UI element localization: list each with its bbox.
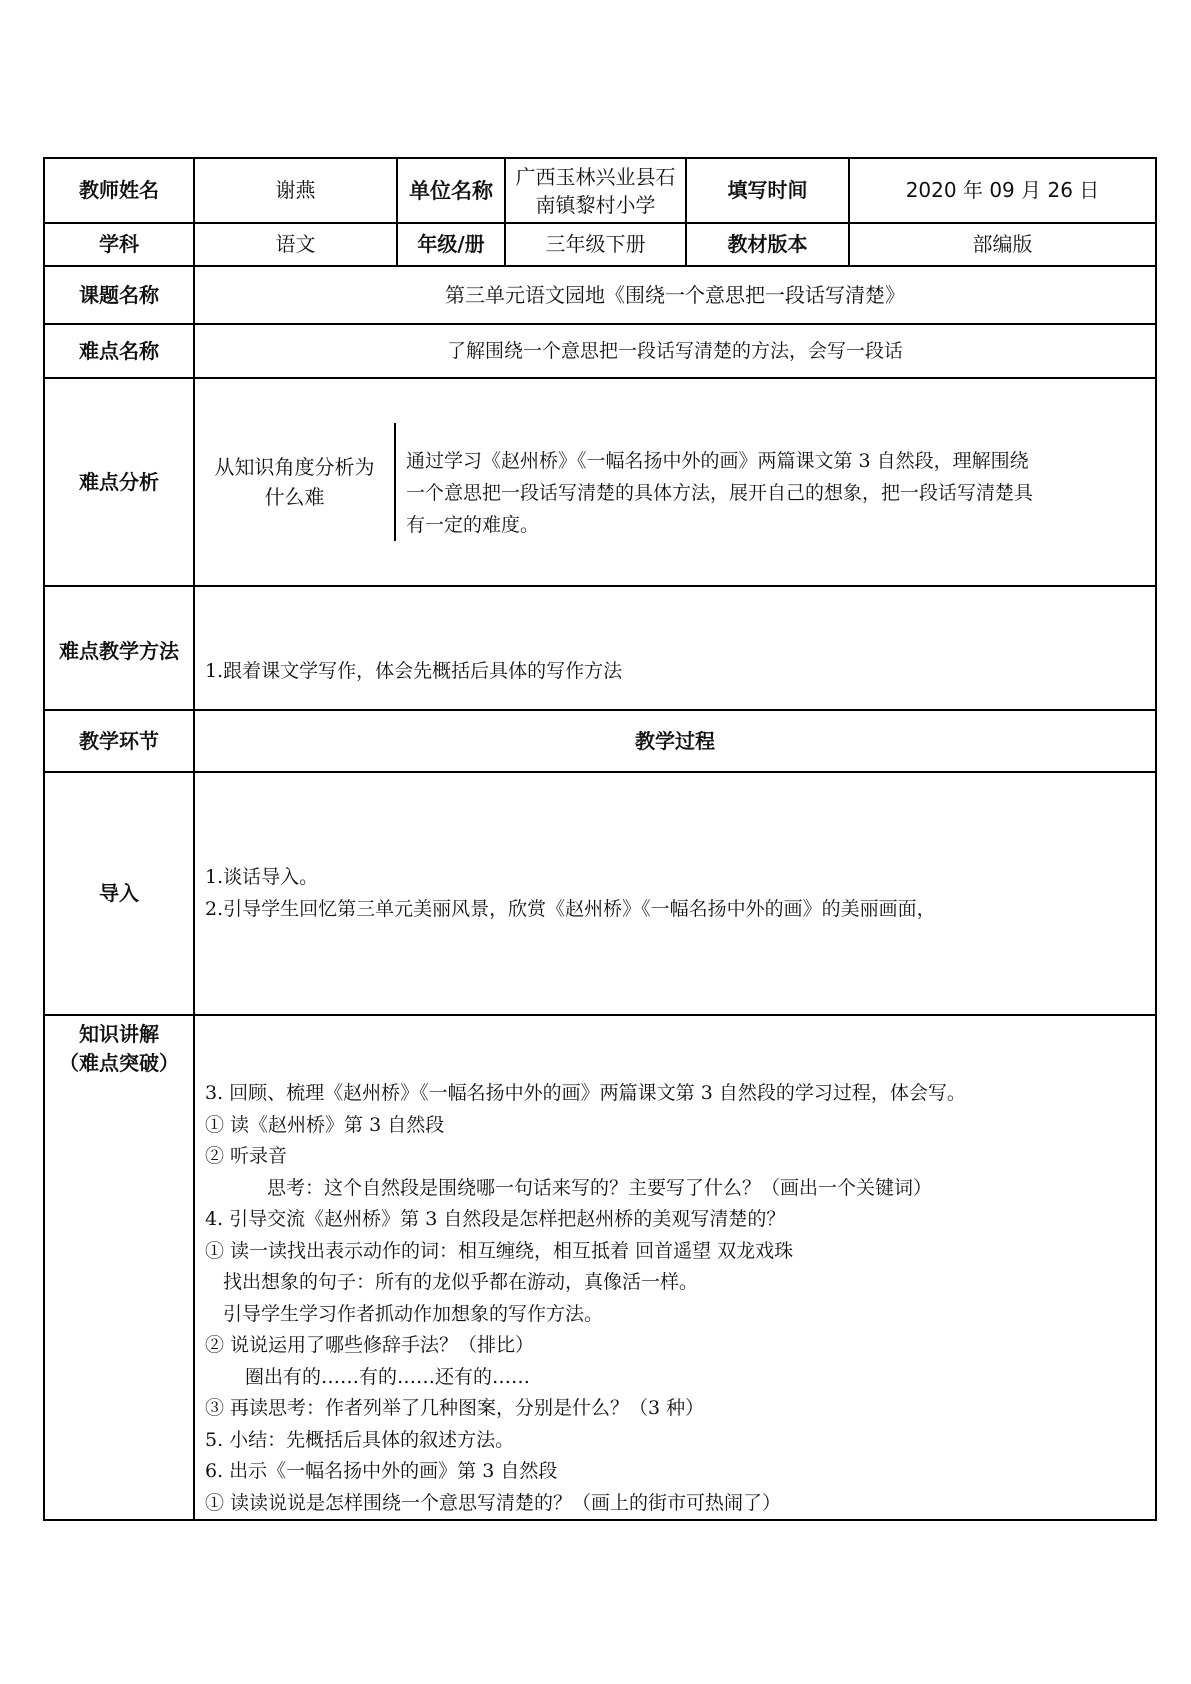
edition-value: 部编版	[849, 223, 1156, 266]
method-row	[44, 586, 1156, 710]
knowledge-line: 思考：这个自然段是围绕哪一句话来写的？主要写了什么？（画出一个关键词）	[267, 1176, 933, 1199]
grade-label: 年级/册	[397, 223, 505, 266]
knowledge-row	[44, 1015, 1156, 1520]
knowledge-label: 知识讲解 （难点突破）	[44, 1015, 194, 1520]
knowledge-line: 5. 小结：先概括后具体的叙述方法。	[205, 1428, 515, 1451]
teacher-row	[44, 158, 1156, 223]
intro-cell	[194, 772, 1156, 1015]
unit-value: 广西玉林兴业县石 南镇黎村小学	[505, 158, 686, 223]
analysis-sublabel: 从知识角度分析为 什么难	[195, 423, 396, 541]
teacher-label: 教师姓名	[44, 158, 194, 223]
analysis-label: 难点分析	[44, 378, 194, 586]
intro-line-1: 1.谈话导入。	[205, 866, 319, 888]
subject-label: 学科	[44, 223, 194, 266]
teacher-value: 谢燕	[194, 158, 397, 223]
knowledge-line: ① 读《赵州桥》第 3 自然段	[205, 1113, 445, 1136]
intro-line-2: 2.引导学生回忆第三单元美丽风景，欣赏《赵州桥》《一幅名扬中外的画》的美丽画面，	[205, 897, 936, 920]
subject-value: 语文	[194, 223, 397, 266]
topic-value: 第三单元语文园地《围绕一个意思把一段话写清楚》	[194, 266, 1156, 324]
edition-label: 教材版本	[686, 223, 849, 266]
knowledge-line: ② 说说运用了哪些修辞手法？（排比）	[205, 1334, 535, 1356]
knowledge-line: ③ 再读思考：作者列举了几种图案，分别是什么？（3 种）	[205, 1397, 705, 1419]
topic-row	[44, 266, 1156, 324]
knowledge-line: ① 读一读找出表示动作的词：相互缠绕，相互抵着 回首遥望 双龙戏珠	[205, 1239, 794, 1262]
lesson-form-table	[43, 157, 1157, 1521]
process-header-value: 教学过程	[194, 710, 1156, 772]
knowledge-line: ① 读读说说是怎样围绕一个意思写清楚的？（画上的街市可热闹了）	[205, 1491, 782, 1514]
unit-label: 单位名称	[397, 158, 505, 223]
knowledge-line: 找出想象的句子：所有的龙似乎都在游动，真像活一样。	[223, 1271, 699, 1293]
fill-time-label: 填写时间	[686, 158, 849, 223]
topic-label: 课题名称	[44, 266, 194, 324]
knowledge-line: 4. 引导交流《赵州桥》第 3 自然段是怎样把赵州桥的美观写清楚的？	[205, 1208, 786, 1230]
knowledge-line: ② 听录音	[205, 1145, 288, 1167]
knowledge-line: 6. 出示《一幅名扬中外的画》第 3 自然段	[205, 1460, 558, 1482]
difficulty-row	[44, 324, 1156, 378]
analysis-row	[44, 378, 1156, 586]
intro-row	[44, 772, 1156, 1015]
analysis-text: 通过学习《赵州桥》《一幅名扬中外的画》两篇课文第 3 自然段，理解围绕 一个意思把一段话写清楚的具体方法，展开自己的想象，把一段话写清楚具 有一定的难度。	[406, 450, 1034, 536]
grade-value: 三年级下册	[505, 223, 686, 266]
difficulty-label: 难点名称	[44, 324, 194, 378]
knowledge-line: 引导学生学习作者抓动作加想象的写作方法。	[223, 1302, 604, 1325]
analysis-cell	[194, 378, 1156, 586]
method-value: 1.跟着课文学写作，体会先概括后具体的写作方法	[194, 586, 1156, 710]
method-label: 难点教学方法	[44, 586, 194, 710]
process-header-label: 教学环节	[44, 710, 194, 772]
intro-label: 导入	[44, 772, 194, 1015]
knowledge-line: 圈出有的……有的……还有的……	[245, 1365, 531, 1388]
fill-time-value: 2020 年 09 月 26 日	[849, 158, 1156, 223]
process-header-row	[44, 710, 1156, 772]
knowledge-cell	[194, 1015, 1156, 1520]
difficulty-value: 了解围绕一个意思把一段话写清楚的方法，会写一段话	[194, 324, 1156, 378]
knowledge-line: 3. 回顾、梳理《赵州桥》《一幅名扬中外的画》两篇课文第 3 自然段的学习过程，体会写。	[205, 1082, 966, 1104]
subject-row	[44, 223, 1156, 266]
